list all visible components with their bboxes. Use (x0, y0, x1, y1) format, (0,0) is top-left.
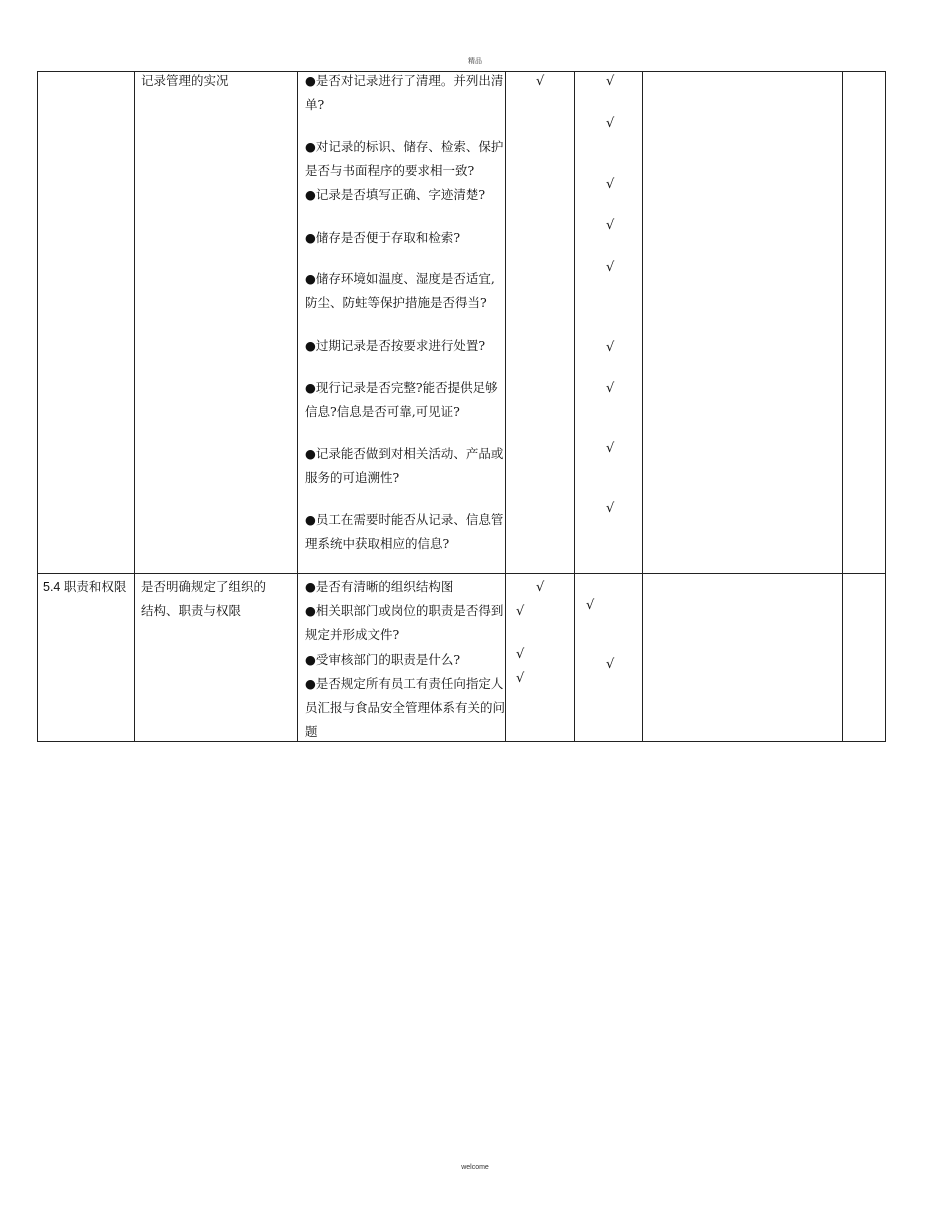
page-header: 精品 (468, 57, 482, 65)
check-mark: √ (606, 218, 615, 233)
row1-item: ●是否对记录进行了清理。并列出清单? (305, 73, 504, 112)
row1-item: ●储存环境如温度、湿度是否适宜,防尘、防蛀等保护措施是否得当? (305, 271, 495, 310)
table-border-left (37, 71, 38, 742)
column-divider (574, 71, 575, 742)
check-mark: √ (606, 260, 615, 275)
check-mark: √ (536, 580, 545, 595)
row1-item: ●对记录的标识、储存、检索、保护是否与书面程序的要求相一致? (305, 139, 504, 178)
row1-requirement: 记录管理的实况 (141, 73, 229, 88)
column-divider (297, 71, 298, 742)
row1-item: ●员工在需要时能否从记录、信息管理系统中获取相应的信息? (305, 512, 504, 551)
row1-item: ●储存是否便于存取和检索? (305, 230, 461, 245)
check-mark: √ (516, 604, 525, 619)
check-mark: √ (606, 177, 615, 192)
column-divider (505, 71, 506, 742)
column-divider (842, 71, 843, 742)
column-divider (642, 71, 643, 742)
row2-item: ●是否规定所有员工有责任向指定人员汇报与食品安全管理体系有关的问题 (305, 676, 506, 739)
check-mark: √ (606, 74, 615, 89)
check-mark: √ (516, 647, 525, 662)
check-mark: √ (606, 501, 615, 516)
row1-item: ●记录是否填写正确、字迹清楚? (305, 187, 486, 202)
table-row-divider (37, 573, 886, 574)
check-mark: √ (606, 441, 615, 456)
check-mark: √ (606, 340, 615, 355)
row2-item: ●受审核部门的职责是什么? (305, 652, 461, 667)
row2-requirement: 是否明确规定了组织的结构、职责与权限 (141, 579, 267, 618)
check-mark: √ (586, 598, 595, 613)
check-mark: √ (606, 381, 615, 396)
check-mark: √ (606, 657, 615, 672)
row1-item: ●现行记录是否完整?能否提供足够信息?信息是否可靠,可见证? (305, 380, 498, 419)
row2-item: ●是否有清晰的组织结构图 (305, 579, 454, 594)
row1-item: ●记录能否做到对相关活动、产品或服务的可追溯性? (305, 446, 504, 485)
check-mark: √ (536, 74, 545, 89)
column-divider (134, 71, 135, 742)
row1-item: ●过期记录是否按要求进行处置? (305, 338, 486, 353)
row2-item: ●相关职部门或岗位的职责是否得到规定并形成文件? (305, 603, 504, 642)
check-mark: √ (606, 116, 615, 131)
table-border-right (885, 71, 886, 742)
check-mark: √ (516, 671, 525, 686)
page-footer: welcome (461, 1164, 489, 1171)
row2-clause: 5.4 职责和权限 (43, 580, 127, 594)
